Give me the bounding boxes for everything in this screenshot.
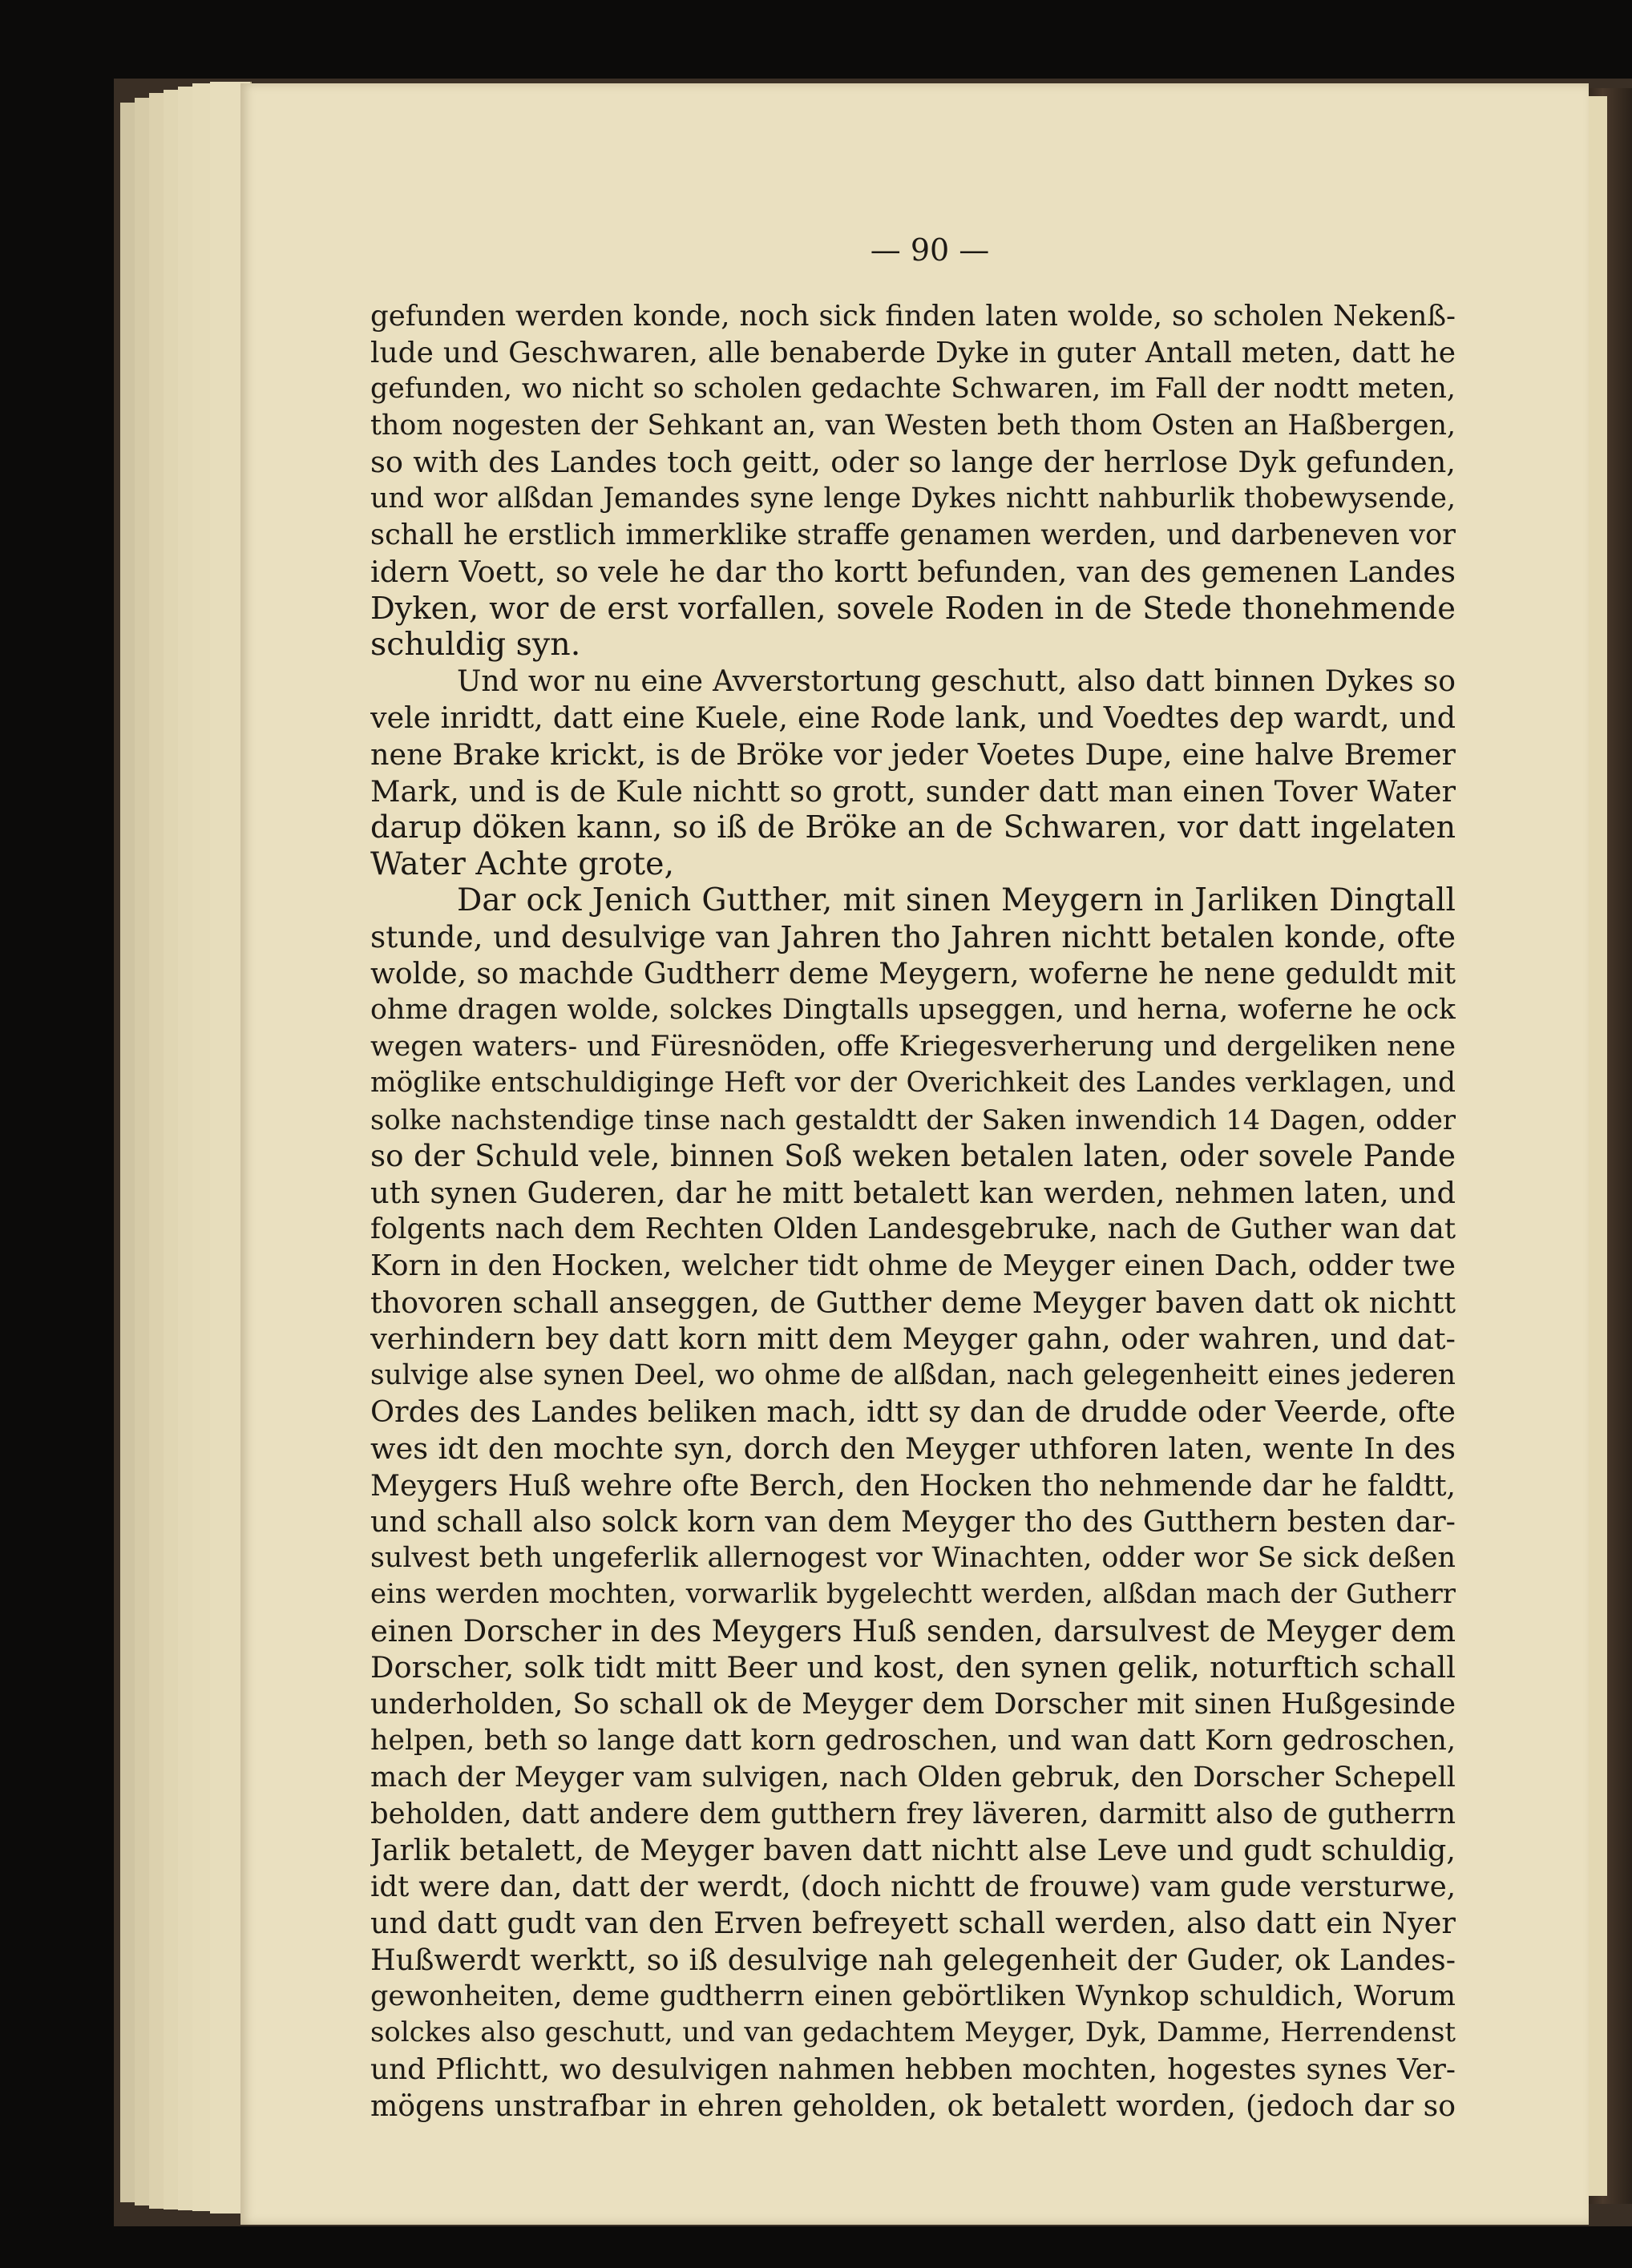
- text-line: uth synen Guderen, dar he mitt betalett kan werden, nehmen laten, und: [370, 1175, 1456, 1210]
- text-line: darup döken kann, so iß de Bröke an de Schwaren, vor datt ingelaten: [370, 809, 1456, 845]
- text-line: solke nachstendige tinse nach gestaldtt der Saken inwendich 14 Dagen, odder: [370, 1104, 1456, 1136]
- text-line: schall he erstlich immerklike straffe genamen werden, und darbeneven vor: [370, 519, 1456, 552]
- text-line: Mark, und is de Kule nichtt so grott, sunder datt man einen Tover Water: [370, 773, 1456, 809]
- text-line: und schall also solck korn van dem Meyger tho des Gutthern besten dar-: [370, 1504, 1456, 1540]
- text-line: wes idt den mochte syn, dorch den Meyger uthforen laten, wente In des: [370, 1431, 1456, 1466]
- text-line: Ordes des Landes beliken mach, idtt sy dan de drudde oder Veerde, ofte: [370, 1394, 1456, 1430]
- text-line: helpen, beth so lange datt korn gedroschen, und wan datt Korn gedroschen,: [370, 1724, 1456, 1757]
- text-line: stunde, und desulvige van Jahren tho Jahren nichtt betalen konde, ofte: [370, 918, 1456, 954]
- text-line: Korn in den Hocken, welcher tidt ohme de Meyger einen Dach, odder twe: [370, 1249, 1456, 1283]
- text-line: Dorscher, solk tidt mitt Beer und kost, den synen gelik, noturftich schall: [370, 1650, 1456, 1685]
- text-line: gefunden werden konde, noch sick finden laten wolde, so scholen Nekenß-: [370, 300, 1456, 333]
- text-line: mögens unstrafbar in ehren geholden, ok betalett worden, (jedoch dar so: [370, 2088, 1456, 2124]
- text-line: gewonheiten, deme gudtherrn einen gebörtliken Wynkop schuldich, Worum: [370, 1979, 1456, 2012]
- text-line: verhindern bey datt korn mitt dem Meyger gahn, oder wahren, und dat-: [370, 1322, 1456, 1357]
- text-line: sulvige alse synen Deel, wo ohme de alßdan, nach gelegenheitt eines jederen: [370, 1358, 1456, 1391]
- text-line: solckes also geschutt, und van gedachtem Meyger, Dyk, Damme, Herrendenst: [370, 2017, 1456, 2049]
- text-line: underholden, So schall ok de Meyger dem Dorscher mit sinen Hußgesinde: [370, 1687, 1456, 1721]
- text-line: Water Achte grote,: [370, 845, 675, 882]
- text-line: eins werden mochten, vorwarlik bygelechtt werden, alßdan mach der Gutherr: [370, 1579, 1456, 1611]
- page-number: — 90 —: [870, 232, 990, 268]
- text-line: Und wor nu eine Avverstortung geschutt, also datt binnen Dykes so: [457, 664, 1456, 698]
- text-line: thom nogesten der Sehkant an, van Westen beth thom Osten an Haßbergen,: [370, 409, 1456, 442]
- text-line: idern Voett, so vele he dar tho kortt befunden, van des gemenen Landes: [370, 555, 1456, 590]
- text-line: beholden, datt andere dem gutthern frey läveren, darmitt also de gutherrn: [370, 1797, 1456, 1830]
- text-line: und wor alßdan Jemandes syne lenge Dykes nichtt nahburlik thobewysende,: [370, 482, 1456, 515]
- text-line: Jarlik betalett, de Meyger baven datt nichtt alse Leve und gudt schuldig,: [370, 1833, 1456, 1868]
- text-line: so der Schuld vele, binnen Soß weken betalen laten, oder sovele Pande: [370, 1138, 1456, 1174]
- text-line: lude und Geschwaren, alle benaberde Dyke in guter Antall meten, datt he: [370, 336, 1456, 369]
- text-line: mach der Meyger vam sulvigen, nach Olden gebruk, den Dorscher Schepell: [370, 1761, 1456, 1794]
- text-line: so with des Landes toch geitt, oder so lange der herrlose Dyk gefunden,: [370, 445, 1456, 480]
- text-line: thovoren schall anseggen, de Gutther deme Meyger baven datt ok nichtt: [370, 1285, 1456, 1320]
- text-line: sulvest beth ungeferlik allernogest vor Winachten, odder wor Se sick deßen: [370, 1541, 1456, 1574]
- text-line: vele inridtt, datt eine Kuele, eine Rode lank, und Voedtes dep wardt, und: [370, 700, 1456, 736]
- text-line: gefunden, wo nicht so scholen gedachte Schwaren, im Fall der nodtt meten,: [370, 373, 1456, 406]
- text-line: einen Dorscher in des Meygers Huß senden, darsulvest de Meyger dem: [370, 1613, 1456, 1649]
- text-line: wegen waters- und Füresnöden, offe Kriegesverherung und dergeliken nene: [370, 1030, 1456, 1063]
- text-line: möglike entschuldiginge Heft vor der Overichkeit des Landes verklagen, und: [370, 1067, 1456, 1100]
- text-line: folgents nach dem Rechten Olden Landesgebruke, nach de Guther wan dat: [370, 1213, 1456, 1246]
- text-line: und Pflichtt, wo desulvigen nahmen hebben mochten, hogestes synes Ver-: [370, 2052, 1456, 2086]
- text-line: Dar ock Jenich Gutther, mit sinen Meygern in Jarliken Dingtall: [457, 882, 1456, 919]
- text-line: Hußwerdt werktt, so iß desulvige nah gelegenheit der Guder, ok Landes-: [370, 1943, 1456, 1978]
- text-line: nene Brake krickt, is de Bröke vor jeder Voetes Dupe, eine halve Bremer: [370, 736, 1456, 772]
- text-line: schuldig syn.: [370, 627, 581, 664]
- text-line: wolde, so machde Gudtherr deme Meygern, woferne he nene geduldt mit: [370, 956, 1456, 991]
- page-text: [370, 298, 1456, 2170]
- text-line: ohme dragen wolde, solckes Dingtalls upseggen, und herna, woferne he ock: [370, 993, 1456, 1026]
- text-line: und datt gudt van den Erven befreyett schall werden, also datt ein Nyer: [370, 1906, 1456, 1941]
- text-line: Dyken, wor de erst vorfallen, sovele Roden in de Stede thonehmende: [370, 590, 1456, 627]
- text-line: Meygers Huß wehre ofte Berch, den Hocken tho nehmende dar he faldtt,: [370, 1467, 1456, 1503]
- text-line: idt were dan, datt der werdt, (doch nichtt de frouwe) vam gude versturwe,: [370, 1870, 1456, 1903]
